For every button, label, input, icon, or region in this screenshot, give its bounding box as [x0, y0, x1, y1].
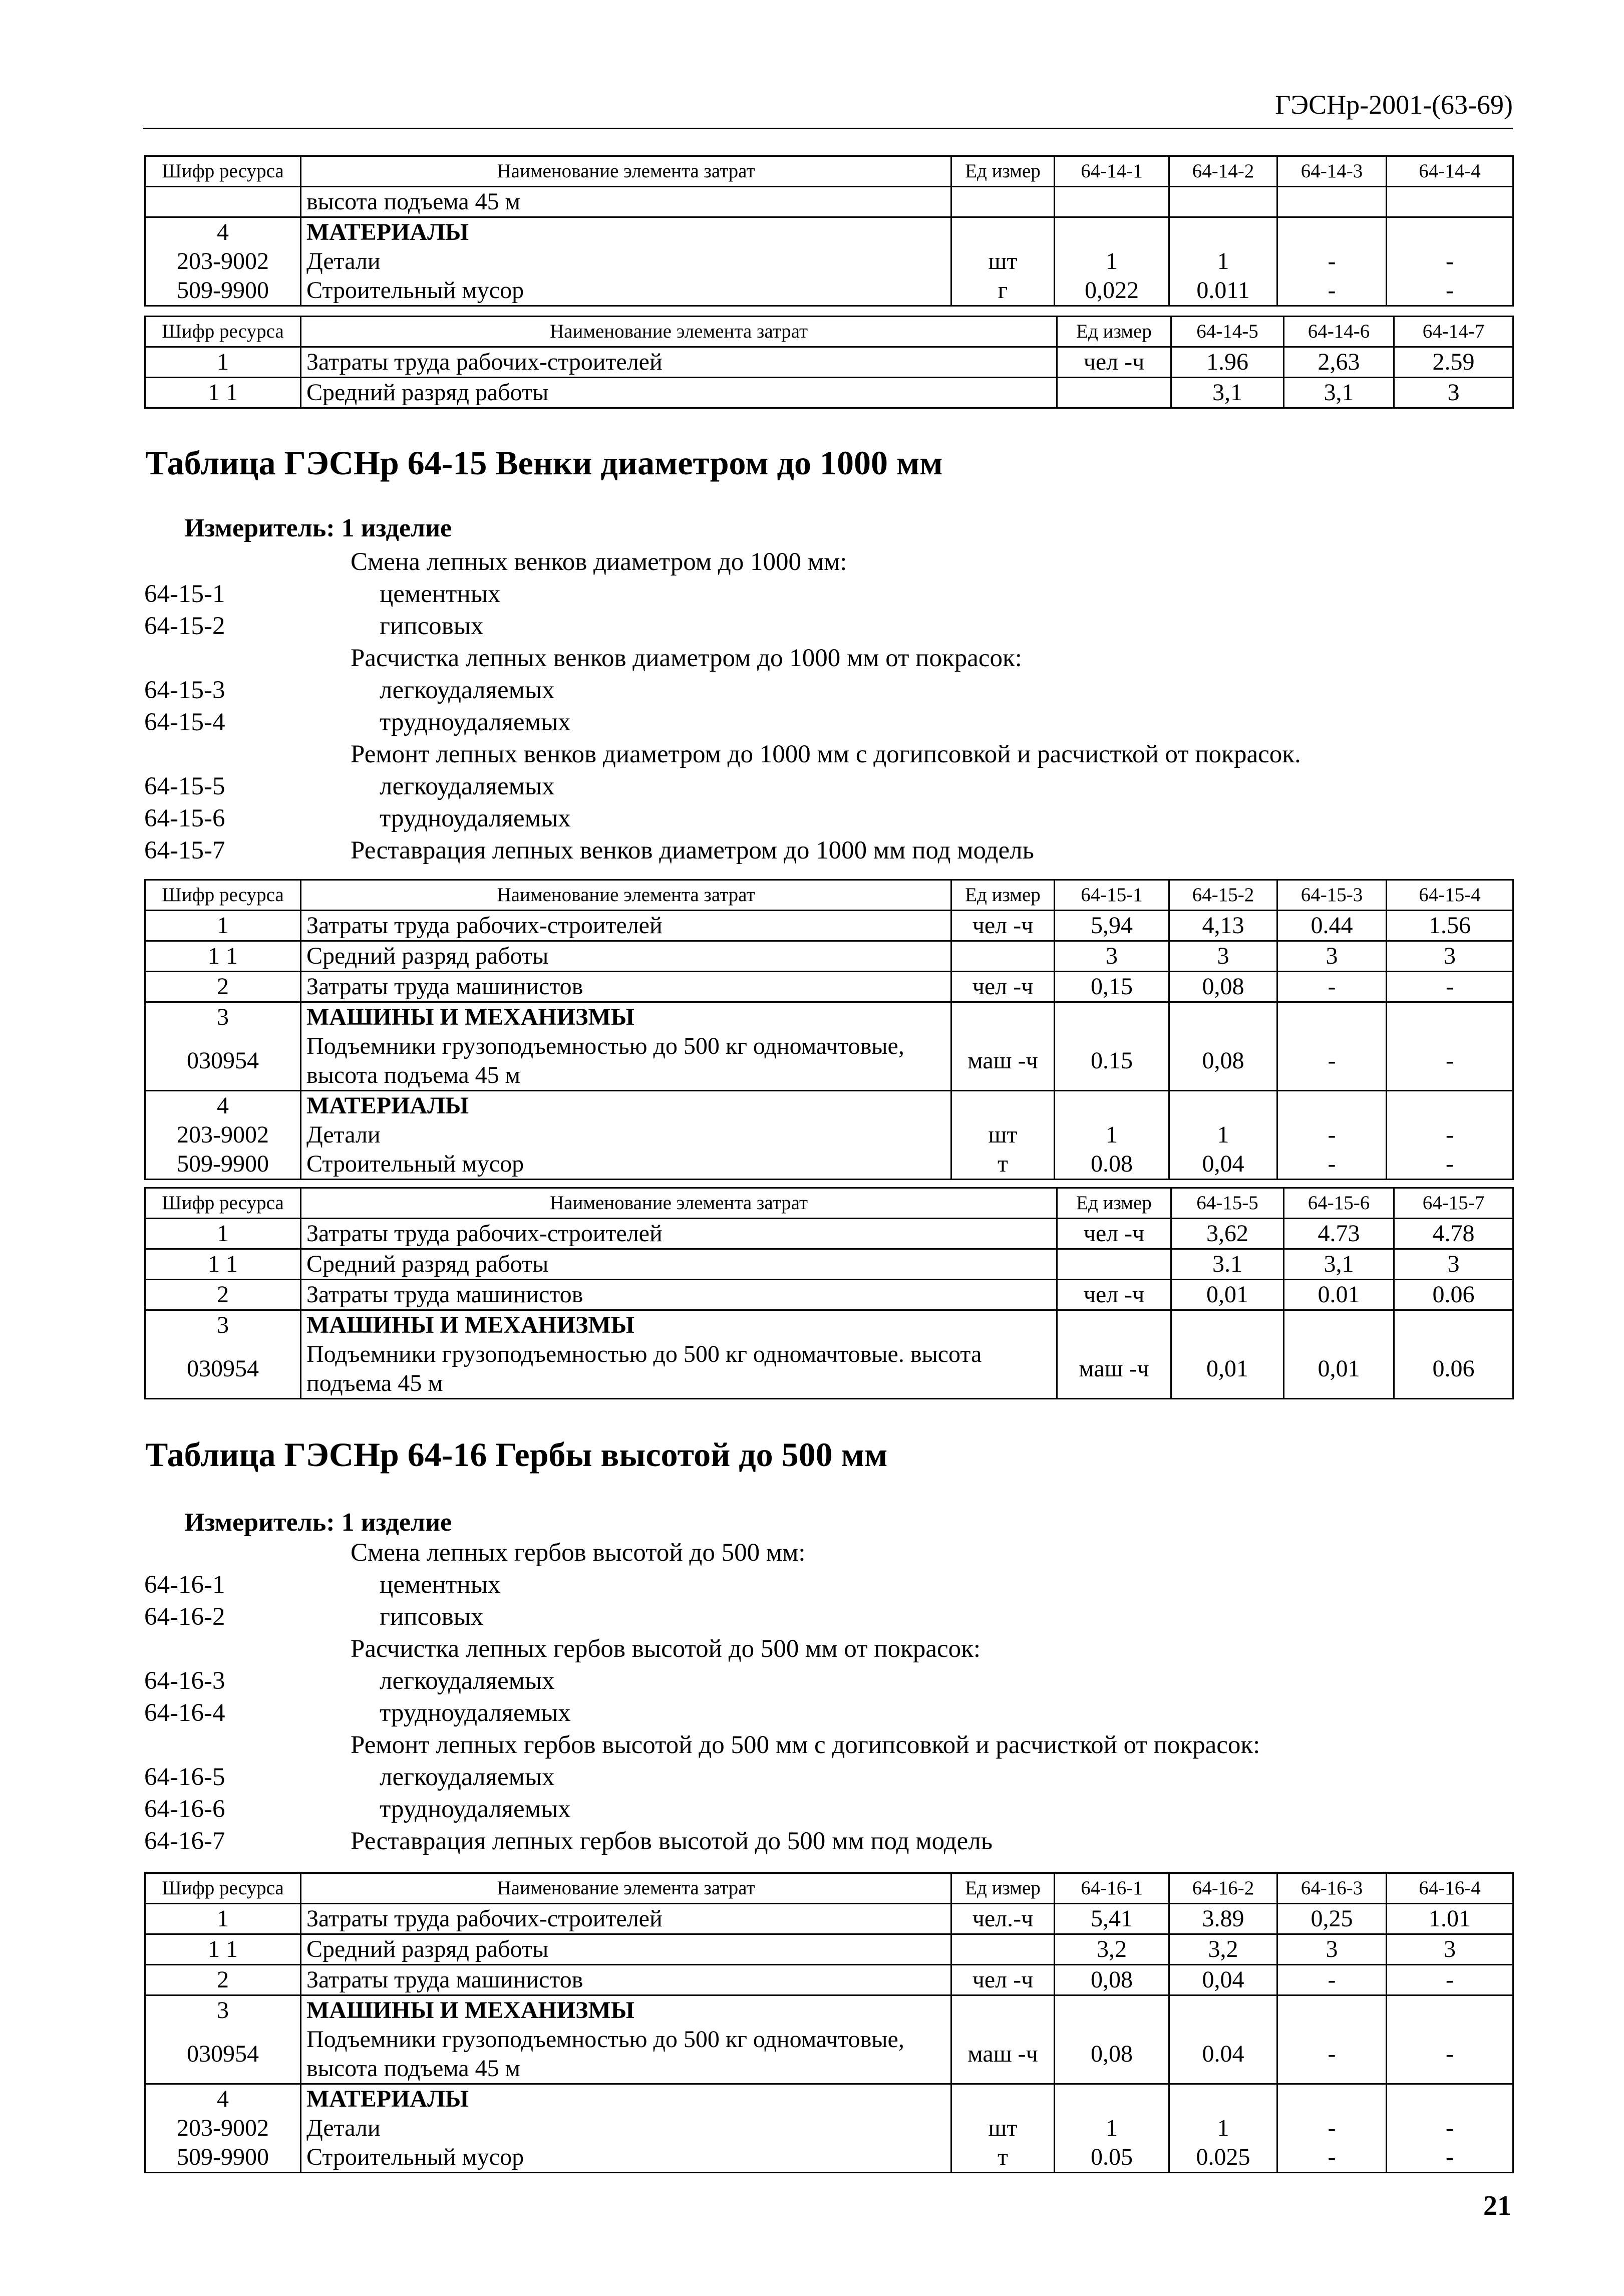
- table-64-14-part1: [144, 155, 1514, 307]
- table-64-15-part2: [144, 1187, 1514, 1399]
- table-row: 1 1 Средний разряд работы 3,2 3,2 3 3: [145, 1934, 1513, 1965]
- table-header-row: Шифр ресурса Наименование элемента затрат Ед измер 64-16-1 64-16-2 64-16-3 64-16-4: [145, 1873, 1513, 1904]
- table-row: 1 Затраты труда рабочих-строителей чел.-ч 5,41 3.89 0,25 1.01: [145, 1904, 1513, 1934]
- table-row: 4 МАТЕРИАЛЫ: [145, 217, 1513, 247]
- table-row: 3 МАШИНЫ И МЕХАНИЗМЫ: [145, 1310, 1513, 1340]
- table-row: 2 Затраты труда машинистов чел -ч 0,08 0,04 - -: [145, 1965, 1513, 1995]
- table-64-15-part1: [144, 879, 1514, 1180]
- document-code: ГЭСНр-2001-(63-69): [1275, 90, 1513, 120]
- table-row: 3 МАШИНЫ И МЕХАНИЗМЫ: [145, 1002, 1513, 1032]
- table-row: 1 1 Средний разряд работы 3.1 3,1 3: [145, 1249, 1513, 1280]
- table-header-row: Шифр ресурса Наименование элемента затрат Ед измер 64-14-5 64-14-6 64-14-7: [145, 317, 1513, 347]
- table-row: 1 1 Средний разряд работы 3,1 3,1 3: [145, 378, 1513, 408]
- table-row: 3 МАШИНЫ И МЕХАНИЗМЫ: [145, 1995, 1513, 2026]
- table-header-row: Шифр ресурса Наименование элемента затрат Ед измер 64-15-5 64-15-6 64-15-7: [145, 1188, 1513, 1219]
- table-row: высота подъема 45 м: [145, 187, 1513, 217]
- measure-unit: Измеритель: 1 изделие: [184, 514, 452, 542]
- table-row: 030954 Подъемники грузоподъемностью до 500 кг одномачтовые, высота подъема 45 м маш -ч 0,08 0.04 - -: [145, 2025, 1513, 2084]
- table-header-row: Шифр ресурса Наименование элемента затрат Ед измер 64-15-1 64-15-2 64-15-3 64-15-4: [145, 880, 1513, 911]
- table-row: 203-9002 Детали шт 1 1 - -: [145, 1120, 1513, 1150]
- table-row: 1 1 Средний разряд работы 3 3 3 3: [145, 941, 1513, 972]
- table-64-16: [144, 1872, 1514, 2173]
- table-row: 509-9900 Строительный мусор т 0.05 0.025 - -: [145, 2143, 1513, 2173]
- table-row: 509-9900 Строительный мусор т 0.08 0,04 - -: [145, 1150, 1513, 1180]
- table-row: 4 МАТЕРИАЛЫ: [145, 1091, 1513, 1121]
- table-64-14-part2: [144, 316, 1514, 409]
- table-row: 1 Затраты труда рабочих-строителей чел -ч 1.96 2,63 2.59: [145, 347, 1513, 378]
- measure-unit: Измеритель: 1 изделие: [184, 1508, 452, 1537]
- table-row: 2 Затраты труда машинистов чел -ч 0,15 0,08 - -: [145, 972, 1513, 1002]
- table-row: 030954 Подъемники грузоподъемностью до 500 кг одномачтовые. высота подъема 45 м маш -ч 0,01 0,01 0.06: [145, 1340, 1513, 1399]
- header-rule: [143, 128, 1513, 129]
- section-title-64-15: Таблица ГЭСНр 64-15 Венки диаметром до 1000 мм: [145, 444, 943, 482]
- table-row: 203-9002 Детали шт 1 1 - -: [145, 247, 1513, 276]
- table-row: 4 МАТЕРИАЛЫ: [145, 2084, 1513, 2114]
- table-row: 1 Затраты труда рабочих-строителей чел -ч 5,94 4,13 0.44 1.56: [145, 911, 1513, 941]
- page-number: 21: [1483, 2190, 1511, 2221]
- section-title-64-16: Таблица ГЭСНр 64-16 Гербы высотой до 500 мм: [145, 1436, 888, 1474]
- table-row: 203-9002 Детали шт 1 1 - -: [145, 2114, 1513, 2143]
- table-header-row: Шифр ресурса Наименование элемента затрат Ед измер 64-14-1 64-14-2 64-14-3 64-14-4: [145, 156, 1513, 187]
- table-row: 509-9900 Строительный мусор г 0,022 0.011 - -: [145, 276, 1513, 306]
- table-row: 030954 Подъемники грузоподъемностью до 500 кг одномачтовые, высота подъема 45 м маш -ч 0.15 0,08 - -: [145, 1032, 1513, 1091]
- table-row: 2 Затраты труда машинистов чел -ч 0,01 0.01 0.06: [145, 1280, 1513, 1310]
- table-row: 1 Затраты труда рабочих-строителей чел -ч 3,62 4.73 4.78: [145, 1219, 1513, 1249]
